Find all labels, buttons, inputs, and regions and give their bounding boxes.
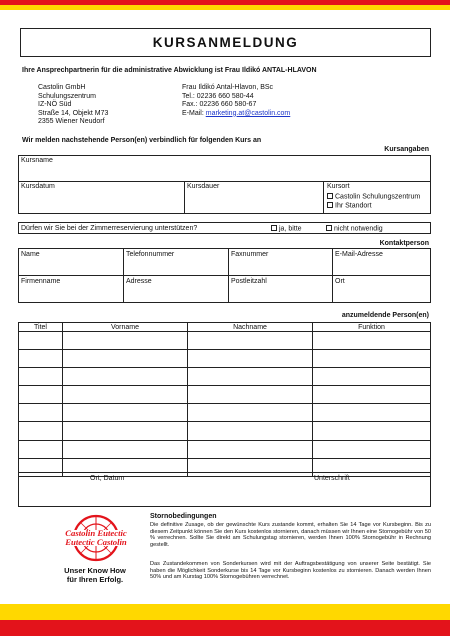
logo-line-2: Eutectic Castolin xyxy=(65,537,127,547)
table-row xyxy=(19,332,431,350)
room-yes-option[interactable] xyxy=(271,225,302,234)
table-row xyxy=(19,404,431,422)
contact-fax: Fax.: 02236 660 580-67 xyxy=(182,101,257,109)
contact-email-row xyxy=(182,110,290,119)
kursort-field: Kursort xyxy=(327,183,350,190)
address-line: 2355 Wiener Neudorf xyxy=(38,118,105,126)
contact-fax-field[interactable]: Faxnummer xyxy=(231,251,269,258)
persons-body xyxy=(19,332,431,477)
address-line: Castolin GmbH xyxy=(38,84,86,91)
storno-paragraph-1: Die definitive Zusage, ob der gewünschte Kurs zustande kommt, erhalten Sie 14 Tage vor Kursbeginn. Bis zu diesem Zeitpunkt können Sie den Kurs kostenlos stornieren, danach müssen wir Ihnen eine Stornogebühr von 50 % verrechnen. Sollte Sie direkt am Schulungstag stornieren, werden Ihnen 100% Stornogebühr in Rechnung gestellt. xyxy=(150,522,431,548)
option-label: ja, bitte xyxy=(279,225,302,232)
person-funktion-cell[interactable] xyxy=(313,404,431,422)
room-question: Dürfen wir Sie bei der Zimmerreservierung unterstützen? xyxy=(21,224,198,232)
person-funktion-cell[interactable] xyxy=(313,386,431,404)
top-yellow-band xyxy=(0,5,450,10)
persons-table xyxy=(18,322,431,477)
kursname-field[interactable]: Kursname xyxy=(21,157,53,164)
col-nachname: Nachname xyxy=(188,323,313,332)
person-vorname-cell[interactable] xyxy=(63,350,188,368)
contact-email-field[interactable]: E-Mail-Adresse xyxy=(335,251,383,258)
divider xyxy=(184,181,185,214)
divider xyxy=(323,181,324,214)
address-line: IZ-NÖ Süd xyxy=(38,101,72,109)
col-vorname: Vorname xyxy=(63,323,188,332)
person-titel-cell[interactable] xyxy=(19,440,63,458)
person-vorname-cell[interactable] xyxy=(63,332,188,350)
storno-title: Stornobedingungen xyxy=(150,513,217,520)
person-nachname-cell[interactable] xyxy=(188,350,313,368)
person-titel-cell[interactable] xyxy=(19,368,63,386)
divider xyxy=(332,248,333,303)
section-persons-heading: anzumeldende Person(en) xyxy=(341,312,429,319)
person-funktion-cell[interactable] xyxy=(313,332,431,350)
slogan-line-1: Unser Know How xyxy=(64,566,126,575)
person-nachname-cell[interactable] xyxy=(188,422,313,440)
ort-datum-label: Ort, Datum xyxy=(90,475,125,482)
kursort-option-standort[interactable] xyxy=(327,202,372,211)
table-row xyxy=(19,368,431,386)
option-label: Ihr Standort xyxy=(335,202,372,210)
person-titel-cell[interactable] xyxy=(19,386,63,404)
checkbox[interactable] xyxy=(327,202,333,208)
person-titel-cell[interactable] xyxy=(19,404,63,422)
person-nachname-cell[interactable] xyxy=(188,440,313,458)
col-funktion: Funktion xyxy=(313,323,431,332)
divider xyxy=(123,248,124,303)
checkbox[interactable] xyxy=(327,193,333,199)
person-nachname-cell[interactable] xyxy=(188,386,313,404)
option-label: nicht notwendig xyxy=(334,225,383,232)
col-titel: Titel xyxy=(19,323,63,332)
checkbox[interactable] xyxy=(271,225,277,231)
address-line: Straße 14, Objekt M73 xyxy=(38,109,109,117)
table-row xyxy=(19,350,431,368)
divider xyxy=(228,248,229,303)
room-no-option[interactable] xyxy=(326,225,383,234)
person-vorname-cell[interactable] xyxy=(63,422,188,440)
contact-address-field[interactable]: Adresse xyxy=(126,278,152,285)
person-vorname-cell[interactable] xyxy=(63,386,188,404)
registration-intro: Wir melden nachstehende Person(en) verbindlich für folgenden Kurs an xyxy=(22,137,262,144)
title-box xyxy=(20,28,431,57)
contact-intro: Ihre Ansprechpartnerin für die administrative Abwicklung ist Frau Ildikó ANTAL-HLAVON xyxy=(22,67,317,74)
divider xyxy=(18,181,431,182)
logo-line-1: Castolin Eutectic xyxy=(65,528,127,538)
person-nachname-cell[interactable] xyxy=(188,368,313,386)
contact-phone-field[interactable]: Telefonnummer xyxy=(126,251,175,258)
person-nachname-cell[interactable] xyxy=(188,332,313,350)
address-line: Schulungszentrum xyxy=(38,92,96,100)
option-label: Castolin Schulungszentrum xyxy=(335,193,421,200)
person-titel-cell[interactable] xyxy=(19,350,63,368)
person-funktion-cell[interactable] xyxy=(313,422,431,440)
contact-city-field[interactable]: Ort xyxy=(335,278,345,285)
table-header-row xyxy=(19,323,431,332)
table-row xyxy=(19,386,431,404)
section-contact-heading: Kontaktperson xyxy=(379,240,429,247)
person-titel-cell[interactable] xyxy=(19,422,63,440)
bottom-red-band xyxy=(0,620,450,636)
person-vorname-cell[interactable] xyxy=(63,404,188,422)
contact-company-field[interactable]: Firmenname xyxy=(21,278,61,285)
bottom-yellow-band xyxy=(0,604,450,620)
contact-phone: Tel.: 02236 660 580-44 xyxy=(182,92,254,100)
email-prefix: E-Mail: xyxy=(182,109,206,117)
storno-paragraph-2: Das Zustandekommen von Sonderkursen wird mit der Auftragsbestätigung von unserer Seite bestätigt. Sie haben die Möglichkeit Sonderkurse bis 14 Tage vor Kursbeginn kostenlos zu stornieren. Danach werden Ihnen 50% und am Kurstag 100% Stornogebühren verrechnet. xyxy=(150,561,431,581)
divider xyxy=(18,275,431,276)
table-row xyxy=(19,440,431,458)
person-titel-cell[interactable] xyxy=(19,332,63,350)
person-funktion-cell[interactable] xyxy=(313,440,431,458)
person-funktion-cell[interactable] xyxy=(313,368,431,386)
castolin-eutectic-logo xyxy=(46,513,146,563)
contact-zip-field[interactable]: Postleitzahl xyxy=(231,278,267,285)
checkbox[interactable] xyxy=(326,225,332,231)
unterschrift-label: Unterschrift xyxy=(314,475,350,482)
contact-name: Frau Ildikó Antal-Hlavon, BSc xyxy=(182,84,274,91)
email-link[interactable]: marketing.at@castolin.com xyxy=(205,109,291,117)
slogan-line-2: für Ihren Erfolg. xyxy=(66,575,124,584)
section-course-heading: Kursangaben xyxy=(384,146,429,153)
person-nachname-cell[interactable] xyxy=(188,404,313,422)
person-vorname-cell[interactable] xyxy=(63,368,188,386)
kursdatum-field[interactable]: Kursdatum xyxy=(21,183,55,190)
contact-name-field[interactable]: Name xyxy=(21,251,40,258)
table-row xyxy=(19,422,431,440)
person-funktion-cell[interactable] xyxy=(313,350,431,368)
kursort-option-schulungszentrum[interactable] xyxy=(327,193,420,202)
signature-box xyxy=(18,472,431,507)
page-title: KURSANMELDUNG xyxy=(152,35,299,50)
kursdauer-field[interactable]: Kursdauer xyxy=(187,183,220,190)
person-vorname-cell[interactable] xyxy=(63,440,188,458)
